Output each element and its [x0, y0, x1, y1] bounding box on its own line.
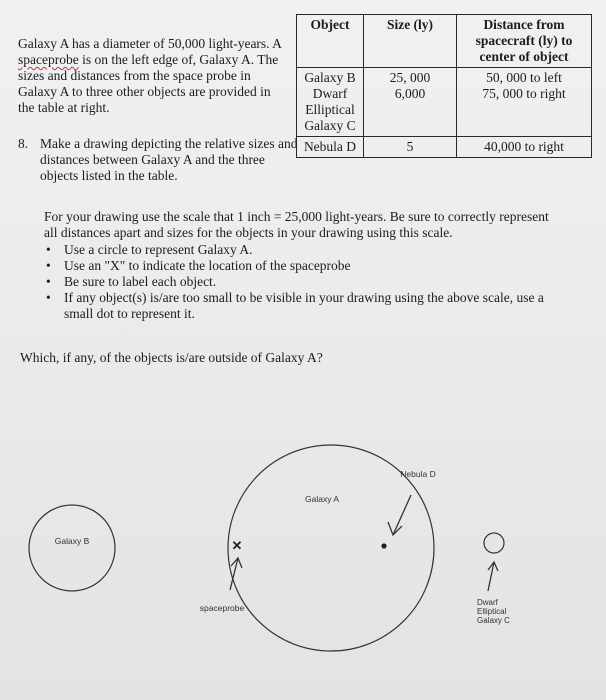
- question-number: 8.: [18, 136, 29, 151]
- list-item: • If any object(s) is/are too small to be visible in your drawing using the above scale, use a small dot to represent it.: [46, 290, 544, 321]
- galaxy-b-label: Galaxy B: [54, 536, 90, 546]
- galaxy-b-circle: [29, 505, 115, 591]
- bullet-dot: •: [46, 258, 51, 273]
- spaceprobe-word: spaceprobe: [18, 52, 79, 67]
- question-8: [18, 136, 298, 184]
- outside-question: Which, if any, of the objects is/are outside of Galaxy A?: [20, 350, 323, 365]
- table-row: [297, 137, 592, 158]
- galaxy-c-label-line2: Elliptical: [477, 607, 507, 616]
- cell-size: 25, 000 6,000: [364, 68, 457, 137]
- nebula-arrow-head: [388, 522, 402, 535]
- bullet-dot: •: [46, 290, 51, 305]
- galaxy-c-label-line1: Dwarf: [477, 598, 498, 607]
- nebula-arrow-line: [393, 495, 411, 535]
- spaceprobe-label: spaceprobe: [199, 603, 245, 613]
- spaceprobe-x-mark: ✕: [231, 538, 243, 553]
- list-item: • Use a circle to represent Galaxy A.: [46, 242, 253, 257]
- header-object: Object: [297, 15, 364, 68]
- galaxy-c-circle: [484, 533, 504, 553]
- cell-object: Galaxy B Dwarf Elliptical Galaxy C: [297, 68, 364, 137]
- list-item: • Use an "X" to indicate the location of the spaceprobe: [46, 258, 351, 273]
- galaxy-a-label: Galaxy A: [304, 494, 340, 504]
- cell-distance: 50, 000 to left 75, 000 to right: [457, 68, 592, 137]
- header-size: Size (ly): [364, 15, 457, 68]
- intro-paragraph: Galaxy A has a diameter of 50,000 light-years. A spaceprobe is on the left edge of, Galaxy A. The sizes and distances from the space probe in Galaxy A to three other objects are provided in the table at right.: [18, 36, 282, 115]
- cell-distance: 40,000 to right: [457, 137, 592, 158]
- table-header-row: [297, 15, 592, 68]
- header-distance: Distance from spacecraft (ly) to center of object: [457, 15, 592, 68]
- galaxy-c-label-line3: Galaxy C: [477, 616, 510, 625]
- nebula-d-dot: [381, 543, 386, 548]
- table-row: [297, 68, 592, 137]
- student-drawing: [0, 440, 606, 700]
- bullet-dot: •: [46, 242, 51, 257]
- object-table: [296, 14, 592, 158]
- question-8-text: Make a drawing depicting the relative sizes and distances between Galaxy A and the three objects listed in the table.: [40, 136, 298, 183]
- cell-size: 5: [364, 137, 457, 158]
- instruction-list: [44, 242, 564, 322]
- nebula-d-label: Nebula D: [400, 469, 436, 479]
- list-item: • Be sure to label each object.: [46, 274, 217, 289]
- cell-object: Nebula D: [297, 137, 364, 158]
- bullet-dot: •: [46, 274, 51, 289]
- instructions-text: For your drawing use the scale that 1 inch = 25,000 light-years. Be sure to correctly represent all distances apart and sizes for the objects in your drawing using this scale.: [44, 209, 549, 240]
